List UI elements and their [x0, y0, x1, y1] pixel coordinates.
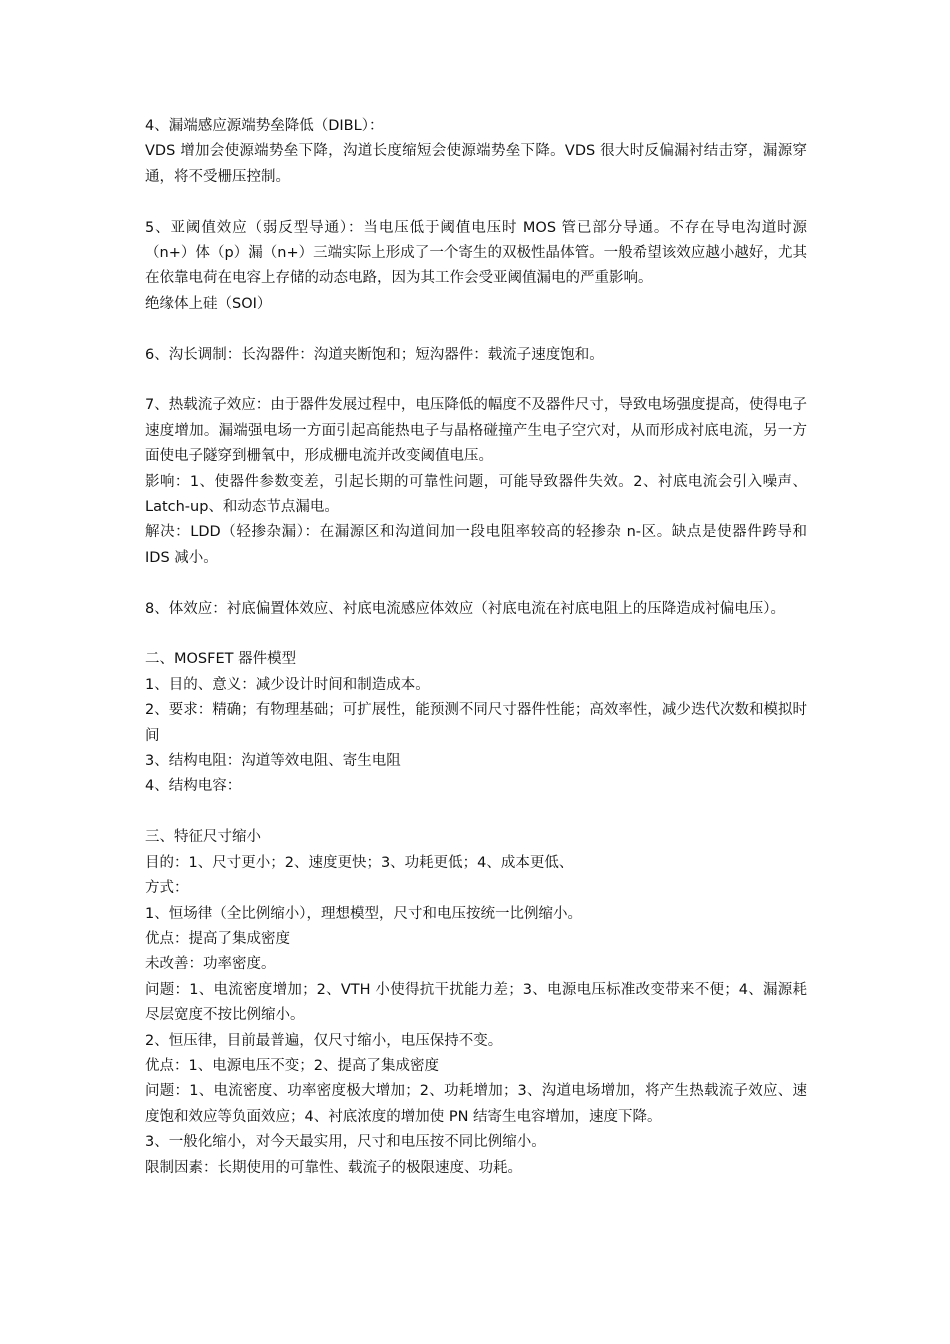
- paragraph-scaling-methods: 方式：: [145, 880, 189, 897]
- spacer: [145, 368, 807, 393]
- paragraph-constant-voltage-problems: 问题：1、电流密度、功率密度极大增加；2、功耗增加；3、沟道电场增加，将产生热载流子效应、速度饱和效应等负面效应；4、衬底浓度的增加使 PN 结寄生电容增加，速度下降。: [145, 1083, 807, 1125]
- spacer: [145, 190, 807, 215]
- paragraph-limiting-factors: 限制因素：长期使用的可靠性、载流子的极限速度、功耗。: [145, 1159, 522, 1176]
- list-item-constant-voltage: 2、恒压律，目前最普遍，仅尺寸缩小，电压保持不变。: [145, 1032, 503, 1049]
- list-item-purpose: 1、目的、意义：减少设计时间和制造成本。: [145, 676, 430, 693]
- paragraph-dibl-description: VDS 增加会使源端势垒下降，沟道长度缩短会使源端势垒下降。VDS 很大时反偏漏衬结击穿，漏源穿通，将不受栅压控制。: [145, 143, 807, 185]
- spacer: [145, 622, 807, 647]
- section-heading-mosfet-model: 二、MOSFET 器件模型: [145, 651, 297, 668]
- paragraph-constant-field-unimproved: 未改善：功率密度。: [145, 956, 276, 973]
- paragraph-soi: 绝缘体上硅（SOI）: [145, 295, 272, 312]
- paragraph-hot-carrier-effect: 7、热载流子效应：由于器件发展过程中，电压降低的幅度不及器件尺寸，导致电场强度提高，使得电子速度增加。漏端强电场一方面引起高能热电子与晶格碰撞产生电子空穴对，从而形成衬底电流，另一方面使电子隧穿到栅氧中，形成栅电流并改变阈值电压。: [145, 397, 807, 465]
- spacer: [145, 800, 807, 825]
- list-item-generalized-scaling: 3、一般化缩小，对今天最实用，尺寸和电压按不同比例缩小。: [145, 1134, 546, 1151]
- paragraph-hot-carrier-solution: 解决：LDD（轻掺杂漏）：在漏源区和沟道间加一段电阻率较高的轻掺杂 n-区。缺点是使器件跨导和 IDS 减小。: [145, 524, 807, 566]
- paragraph-scaling-goals: 目的：1、尺寸更小；2、速度更快；3、功耗更低；4、成本更低、: [145, 854, 574, 871]
- paragraph-body-effect: 8、体效应：衬底偏置体效应、衬底电流感应体效应（衬底电流在衬底电阻上的压降造成衬偏电压）。: [145, 600, 785, 617]
- list-item-structural-resistance: 3、结构电阻：沟道等效电阻、寄生电阻: [145, 753, 401, 770]
- section-heading-scaling: 三、特征尺寸缩小: [145, 829, 261, 846]
- document-page: [145, 114, 807, 1181]
- paragraph-subthreshold-effect: 5、亚阈值效应（弱反型导通）：当电压低于阈值电压时 MOS 管已部分导通。不存在导电沟道时源（n+）体（p）漏（n+）三端实际上形成了一个寄生的双极性晶体管。一般希望该效应越小越好，尤其在依靠电荷在电容上存储的动态电路，因为其工作会受亚阈值漏电的严重影响。: [145, 219, 807, 287]
- heading-dibl: 4、漏端感应源端势垒降低（DIBL）：: [145, 118, 384, 134]
- paragraph-constant-voltage-advantage: 优点：1、电源电压不变；2、提高了集成密度: [145, 1057, 439, 1074]
- spacer: [145, 317, 807, 342]
- paragraph-channel-length-modulation: 6、沟长调制：长沟器件：沟道夹断饱和；短沟器件：载流子速度饱和。: [145, 346, 604, 363]
- paragraph-hot-carrier-impact: 影响：1、使器件参数变差，引起长期的可靠性问题，可能导致器件失效。2、衬底电流会引入噪声、Latch-up、和动态节点漏电。: [145, 473, 807, 516]
- spacer: [145, 571, 807, 596]
- list-item-structural-capacitance: 4、结构电容：: [145, 778, 242, 795]
- list-item-requirements: 2、要求：精确；有物理基础；可扩展性，能预测不同尺寸器件性能；高效率性，减少迭代次数和模拟时间: [145, 702, 807, 744]
- list-item-constant-field: 1、恒场律（全比例缩小），理想模型，尺寸和电压按统一比例缩小。: [145, 905, 582, 922]
- paragraph-constant-field-advantage: 优点：提高了集成密度: [145, 930, 290, 947]
- paragraph-constant-field-problems: 问题：1、电流密度增加；2、VTH 小使得抗干扰能力差；3、电源电压标准改变带来不便；4、漏源耗尽层宽度不按比例缩小。: [145, 981, 807, 1024]
